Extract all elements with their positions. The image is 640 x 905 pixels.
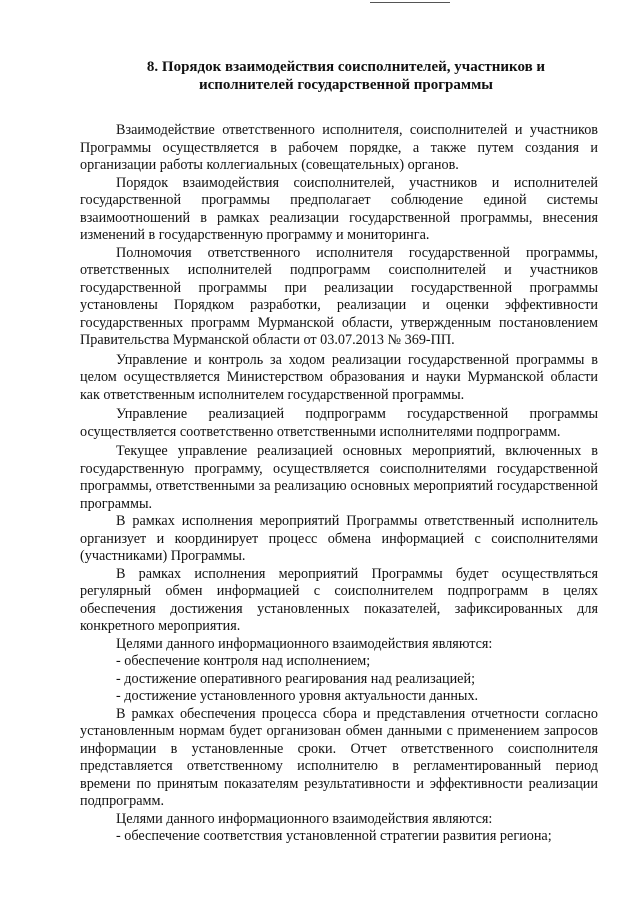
paragraph: В рамках исполнения мероприятий Программы ответственный исполнитель организует и координирует процесс обмена информацией с соисполнителями (участниками) Программы. (80, 513, 598, 564)
list-item: - обеспечение контроля над исполнением; (116, 653, 371, 669)
paragraph: Целями данного информационного взаимодействия являются: (116, 810, 493, 827)
section-heading-line1: 8. Порядок взаимодействия соисполнителей, участников и (146, 59, 546, 75)
list-item: - достижение установленного уровня актуальности данных. (116, 688, 479, 704)
paragraph: В рамках исполнения мероприятий Программы будет осуществляться регулярный обмен информацией с соисполнителем подпрограмм в целях обеспечения достижения установленных показателей, зафиксированных для конкретного мероприятия. (80, 565, 598, 634)
paragraph: Полномочия ответственного исполнителя государственной программы, ответственных исполнителей подпрограмм соисполнителей и участников государственной программы при реализации государственной программы установлены Порядком разработки, реализации и оценки эффективности государственных программ Мурманской области, утвержденным постановлением Правительства Мурманской области от 03.07.2013 № 369-ПП. (80, 244, 598, 348)
paragraph: Взаимодействие ответственного исполнителя, соисполнителей и участников Программы осуществляется в рабочем порядке, а также путем создания и организации работы коллегиальных (совещательных) органов. (80, 122, 598, 173)
paragraph: Управление реализацией подпрограмм государственной программы осуществляется соответственно ответственными исполнителями подпрограмм. (80, 406, 598, 440)
document-page (80, 58, 598, 846)
list-item: - обеспечение соответствия установленной стратегии развития региона; (116, 828, 552, 844)
paragraph: Управление и контроль за ходом реализации государственной программы в целом осуществляется Министерством образования и науки Мурманской области как ответственным исполнителем государственной программы. (80, 351, 598, 403)
list-item: - достижение оперативного реагирования над реализацией; (116, 670, 476, 687)
section-heading (80, 58, 598, 94)
section-heading-line2: исполнителей государственной программы (198, 77, 494, 93)
top-rule (370, 2, 450, 3)
paragraph: Текущее управление реализацией основных мероприятий, включенных в государственную программу, осуществляется соисполнителями государственной программы, ответственными за реализацию основных мероприятий государственной программы. (80, 443, 598, 512)
paragraph: Порядок взаимодействия соисполнителей, участников и исполнителей государственной программы предполагает соблюдение единой системы взаимоотношений в рамках реализации государственной программы, внесения изменений в государственную программу и мониторинга. (80, 174, 598, 243)
paragraph: В рамках обеспечения процесса сбора и представления отчетности согласно установленным нормам будет организован обмен данными с применением запросов информации в установленные сроки. Отчет ответственного соисполнителя представляется ответственному исполнителю в регламентированный период времени по принятым показателям результативности и эффективности реализации подпрограмм. (80, 705, 598, 809)
paragraph: Целями данного информационного взаимодействия являются: (116, 635, 493, 652)
